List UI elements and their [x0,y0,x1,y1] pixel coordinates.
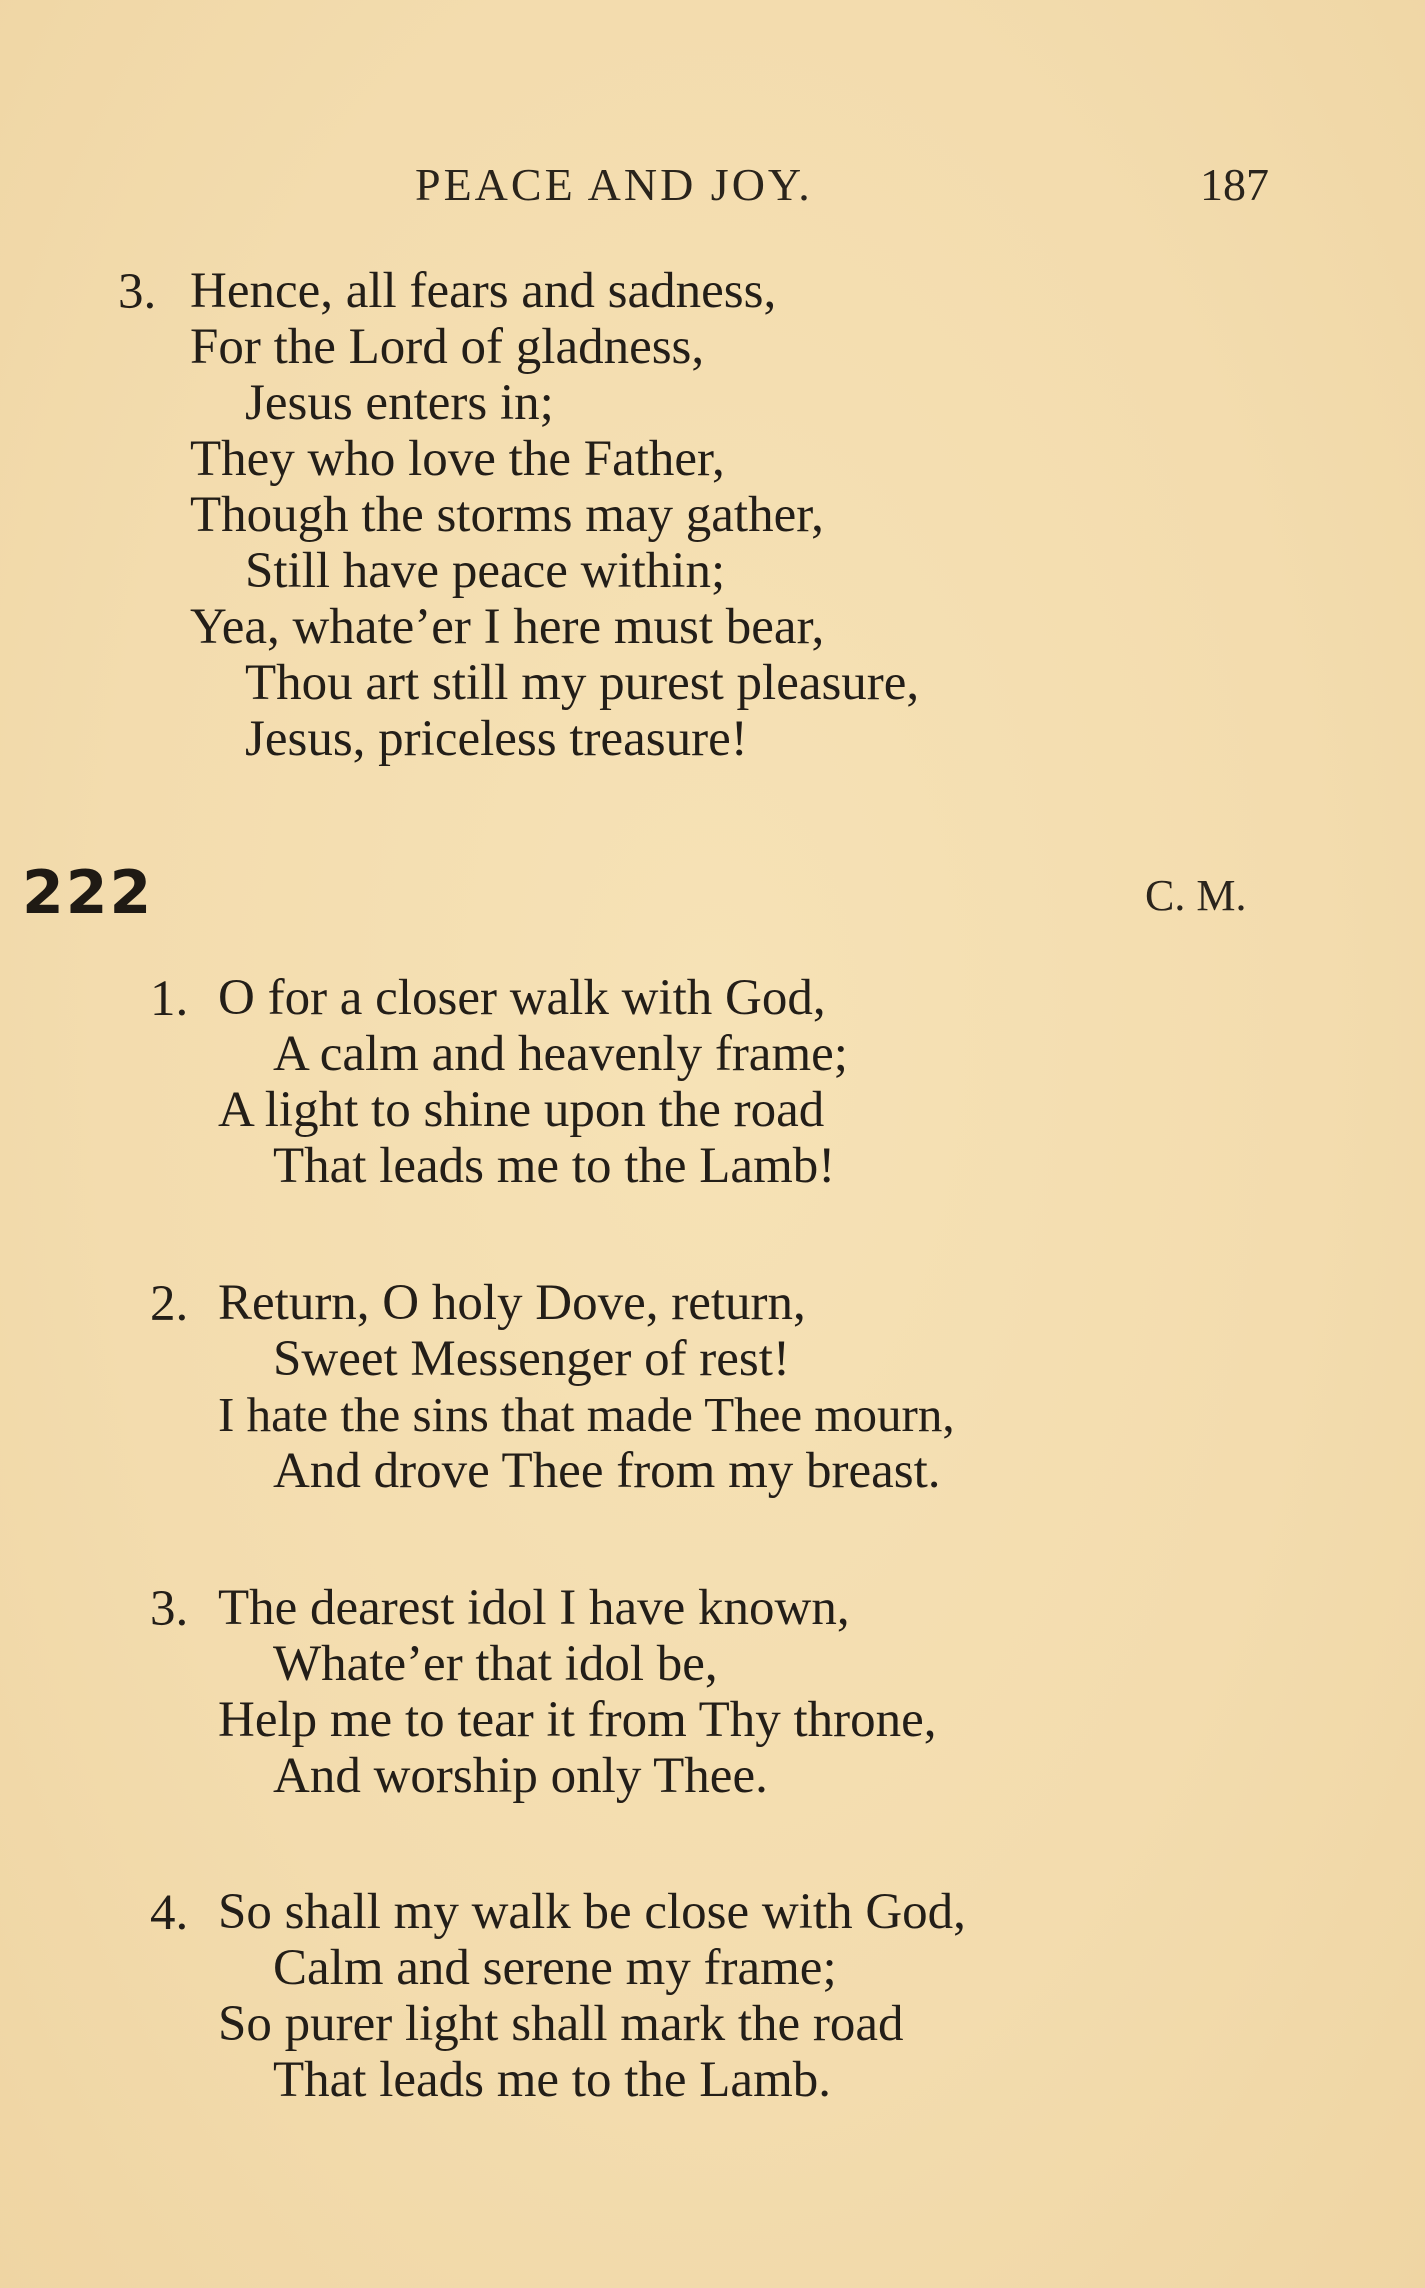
verse-line: They who love the Father, [190,431,725,487]
verse-line: That leads me to the Lamb. [273,2052,831,2108]
stanza-number: 3. [118,264,157,320]
verse-line: I hate the sins that made Thee mourn, [218,1387,955,1442]
verse-line: Sweet Messenger of rest! [273,1331,790,1387]
verse-line: Return, O holy Dove, return, [218,1275,806,1331]
verse-line: Help me to tear it from Thy throne, [218,1692,937,1748]
verse-line: A calm and heavenly frame; [273,1026,848,1082]
hymn-number: 222 [22,858,154,928]
verse-line: That leads me to the Lamb! [273,1138,836,1194]
verse-line: So purer light shall mark the road [218,1996,904,2052]
hymn-stanza-4 [218,1884,966,2108]
stanza-number: 1. [150,971,189,1027]
previous-hymn-stanza [190,263,919,767]
hymn-meter: C. M. [1145,871,1247,920]
verse-line: Whate’er that idol be, [273,1636,718,1692]
running-header: PEACE AND JOY. [415,159,813,210]
stanza-number: 3. [150,1581,189,1637]
verse-line: Jesus, priceless treasure! [245,711,748,767]
verse-line: Calm and serene my frame; [273,1940,837,1996]
stanza-number: 2. [150,1276,189,1332]
verse-line: The dearest idol I have known, [218,1580,850,1636]
hymn-stanza-2 [218,1275,955,1499]
verse-line: Though the storms may gather, [190,487,824,543]
verse-line: For the Lord of gladness, [190,319,705,375]
verse-line: So shall my walk be close with God, [218,1884,966,1940]
verse-line: A light to shine upon the road [218,1082,825,1138]
verse-line: Still have peace within; [245,543,726,599]
hymn-stanza-1 [218,970,848,1194]
stanza-number: 4. [150,1885,189,1941]
verse-line: O for a closer walk with God, [218,970,826,1026]
verse-line: Thou art still my purest pleasure, [245,655,920,711]
verse-line: Yea, whate’er I here must bear, [190,599,825,655]
verse-line: Jesus enters in; [245,375,554,431]
hymn-stanza-3 [218,1580,937,1804]
verse-line: Hence, all fears and sadness, [190,263,777,319]
verse-line: And worship only Thee. [273,1748,768,1804]
page-number: 187 [1200,159,1269,210]
verse-line: And drove Thee from my breast. [273,1443,941,1499]
